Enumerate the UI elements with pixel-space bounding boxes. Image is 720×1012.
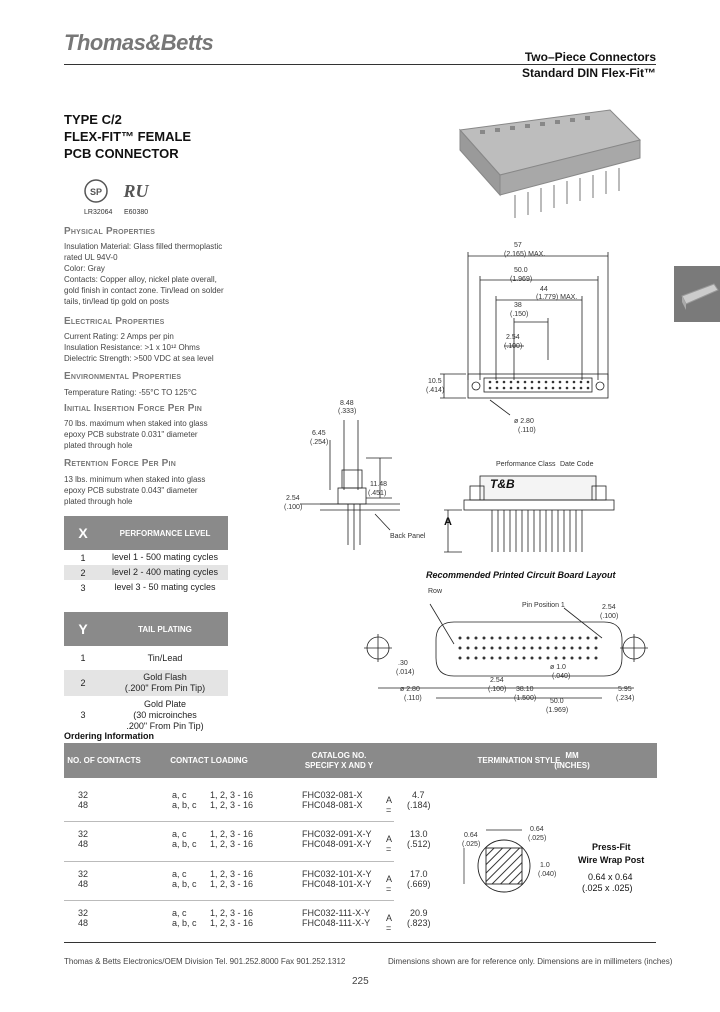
loading-value: a, b, c xyxy=(172,800,197,810)
row-value-line: Gold Flash xyxy=(143,672,187,682)
header-termination: TERMINATION STYLE xyxy=(477,755,561,765)
connector-thumbnail-icon xyxy=(674,266,720,322)
tail-header-label: TAIL PLATING xyxy=(138,624,192,634)
dim-8-48: 8.48 xyxy=(340,400,354,407)
svg-text:SP: SP xyxy=(89,187,103,197)
pcb-dim-2-54-in: (.100) xyxy=(600,613,619,620)
a-value-mm: 4.7 xyxy=(412,790,425,800)
product-photo xyxy=(440,100,650,230)
footer-contact: Thomas & Betts Electronics/OEM Division Tel. 901.252.8000 Fax 901.252.1312 xyxy=(64,957,346,966)
electrical-line: Dielectric Strength: >500 VDC at sea level xyxy=(64,354,214,363)
row-value-line: .200" From Pin Tip) xyxy=(126,720,204,731)
tail-key: Y xyxy=(78,621,88,637)
physical-text xyxy=(64,241,244,307)
a-value-in: (.669) xyxy=(407,879,431,889)
table-row xyxy=(64,550,228,565)
row-value xyxy=(102,699,228,732)
termination-dim-mm: 0.64 x 0.64 xyxy=(588,872,633,882)
row-value-line: Tin/Lead xyxy=(147,652,183,663)
row-value: level 1 - 500 mating cycles xyxy=(111,552,219,562)
a-equals: A = xyxy=(386,795,392,815)
catalog-number: FHC048-091-X-Y xyxy=(302,839,372,849)
header-category: Two–Piece Connectors xyxy=(524,50,656,64)
termination-dim-in: (.025 x .025) xyxy=(582,883,633,893)
footer-disclaimer: Dimensions shown are for reference only. Dimensions are in millimeters (inches) xyxy=(388,957,673,966)
row-separator xyxy=(64,900,394,901)
row-value: level 2 - 400 mating cycles xyxy=(111,567,219,577)
contacts-value: 32 xyxy=(78,908,89,918)
insertion-line: epoxy PCB substrate 0.031" diameter xyxy=(64,430,198,439)
pcb-dim-30-in: (.014) xyxy=(396,669,415,676)
dim-11-48-in: (.451) xyxy=(368,490,387,497)
contacts-value: 48 xyxy=(78,839,89,849)
dim-2-54-in: (.100) xyxy=(504,343,523,350)
ul-cert-number: E60380 xyxy=(124,209,149,216)
row-separator xyxy=(64,821,394,822)
header-catalog-line: SPECIFY X AND Y xyxy=(304,760,374,770)
header-subcategory: Standard DIN Flex-Fit™ xyxy=(521,66,656,80)
environmental-line: Temperature Rating: -55°C TO 125°C xyxy=(64,388,197,397)
loading-value: a, c xyxy=(172,790,187,800)
retention-text xyxy=(64,474,244,507)
page-number: 225 xyxy=(352,976,369,987)
retention-line: plated through hole xyxy=(64,497,133,506)
pcb-dim-2-80-in: (.110) xyxy=(404,695,422,702)
connector-front-view-drawing xyxy=(400,240,660,440)
dim-2-54: 2.54 xyxy=(506,334,520,341)
header-contacts: NO. OF CONTACTS xyxy=(67,755,141,765)
row-key: 3 xyxy=(80,710,86,720)
header-units xyxy=(554,743,590,778)
physical-line: Contacts: Copper alloy, nickel plate overall, xyxy=(64,275,217,284)
ul-logo-icon: RU xyxy=(123,181,149,201)
title-line-3: PCB CONNECTOR xyxy=(64,146,179,161)
row-value-line: (30 microinches xyxy=(133,709,197,720)
header-catalog-line: CATALOG NO. xyxy=(311,750,367,760)
dim-8-48-in: (.333) xyxy=(338,408,357,415)
ordering-row-group xyxy=(64,829,431,855)
contacts-value: 32 xyxy=(78,869,89,879)
pcb-dim-2-54: 2.54 xyxy=(602,604,616,611)
dim-38-in: (.150) xyxy=(510,311,529,318)
post-dim-a: 0.64 xyxy=(464,832,478,839)
retention-line: 13 lbs. minimum when staked into glass xyxy=(64,475,206,484)
contacts-value: 48 xyxy=(78,918,89,928)
electrical-text xyxy=(64,331,244,364)
performance-table-header xyxy=(64,516,228,550)
row-value-line: Gold Plate xyxy=(143,698,187,709)
rows-value: 1, 2, 3 - 16 xyxy=(210,790,254,800)
row-key: 2 xyxy=(80,567,86,578)
insertion-heading: Initial Insertion Force Per Pin xyxy=(64,403,202,414)
physical-heading: Physical Properties xyxy=(64,226,156,237)
termination-name-1: Press-Fit xyxy=(592,842,631,852)
pcb-dim-38-10: 38.10 xyxy=(516,686,534,693)
catalog-number: FHC048-081-X xyxy=(302,800,363,810)
table-row xyxy=(64,580,228,595)
title-line-2: FLEX-FIT™ FEMALE xyxy=(64,129,192,144)
loading-value: a, c xyxy=(172,829,187,839)
dim-2-54-side-in: (.100) xyxy=(284,504,303,511)
performance-key: X xyxy=(78,525,88,541)
electrical-heading: Electrical Properties xyxy=(64,316,165,327)
physical-line: tails, tin/lead tip gold on posts xyxy=(64,297,169,306)
pcb-dim-2-54b: 2.54 xyxy=(490,677,504,684)
dim-6-45: 6.45 xyxy=(312,430,326,437)
performance-level-table xyxy=(64,516,228,595)
dim-10-5-in: (.414) xyxy=(426,387,445,394)
row-value xyxy=(102,653,228,664)
product-title xyxy=(64,111,191,162)
table-row xyxy=(64,565,228,580)
ordering-row-group xyxy=(64,869,431,895)
physical-line: gold finish in contact zone. Tin/lead on solder xyxy=(64,286,224,295)
contacts-value: 32 xyxy=(78,790,89,800)
physical-line: Color: Gray xyxy=(64,264,105,273)
connector-elevation-drawing xyxy=(440,468,620,560)
loading-value: a, c xyxy=(172,869,187,879)
pcb-dim-5-95: 5.95 xyxy=(618,686,632,693)
row-key: 3 xyxy=(80,582,86,593)
physical-line: Insulation Material: Glass filled thermoplastic xyxy=(64,242,223,251)
environmental-text xyxy=(64,387,244,398)
performance-header-label: PERFORMANCE LEVEL xyxy=(119,528,211,538)
rows-value: 1, 2, 3 - 16 xyxy=(210,869,254,879)
title-line-1: TYPE C/2 xyxy=(64,112,122,127)
post-dim-b-in: (.025) xyxy=(528,835,547,842)
rows-value: 1, 2, 3 - 16 xyxy=(210,839,254,849)
retention-line: epoxy PCB substrate 0.043" diameter xyxy=(64,486,198,495)
dim-38: 38 xyxy=(514,302,522,309)
insertion-text xyxy=(64,418,244,451)
post-dim-b: 0.64 xyxy=(530,826,544,833)
row-value-line: (.200" From Pin Tip) xyxy=(124,683,206,693)
brand-mark: T&B xyxy=(490,477,515,491)
dim-44: 44 xyxy=(540,286,548,293)
row-label: Row xyxy=(428,588,443,595)
header-catalog xyxy=(289,743,389,778)
dim-44-in: (1.779) MAX. xyxy=(536,294,578,301)
row-key: 1 xyxy=(80,653,86,663)
csa-cert-number: LR32064 xyxy=(84,209,113,216)
rows-value: 1, 2, 3 - 16 xyxy=(210,800,254,810)
rows-value: 1, 2, 3 - 16 xyxy=(210,918,254,928)
header-units-mm: MM xyxy=(565,750,579,760)
pcb-dim-38-10-in: (1.500) xyxy=(514,695,537,702)
section-side-tab xyxy=(674,266,720,322)
dim-11-48: 11.48 xyxy=(370,481,387,488)
pcb-dim-1-0-in: (.040) xyxy=(552,673,571,680)
header-units-in: (INCHES) xyxy=(554,760,590,770)
tail-table-header xyxy=(64,612,228,646)
pcb-dim-50-in: (1.969) xyxy=(546,707,569,714)
dim-50-in: (1.969) xyxy=(510,276,533,283)
pcb-hole-pattern xyxy=(459,637,598,660)
catalog-number: FHC032-101-X-Y xyxy=(302,869,372,879)
post-dim-a-in: (.025) xyxy=(462,841,481,848)
a-value-in: (.184) xyxy=(407,800,431,810)
footer-rule xyxy=(64,942,656,943)
tail-plating-table xyxy=(64,612,228,734)
loading-value: a, b, c xyxy=(172,879,197,889)
pcb-dim-50: 50.0 xyxy=(550,698,564,705)
catalog-number: FHC048-101-X-Y xyxy=(302,879,372,889)
dim-50: 50.0 xyxy=(514,267,528,274)
loading-value: a, b, c xyxy=(172,839,197,849)
environmental-heading: Environmental Properties xyxy=(64,371,182,382)
a-equals: A = xyxy=(386,834,392,854)
dim-2-80-in: (.110) xyxy=(518,427,536,434)
dim-57: 57 xyxy=(514,242,522,249)
table-row xyxy=(64,646,228,670)
row-key: 1 xyxy=(80,552,86,563)
catalog-number: FHC032-091-X-Y xyxy=(302,829,372,839)
a-value-mm: 13.0 xyxy=(410,829,428,839)
a-equals: A = xyxy=(386,913,392,933)
insertion-line: 70 lbs. maximum when staked into glass xyxy=(64,419,208,428)
ordering-title: Ordering Information xyxy=(64,731,154,741)
table-row xyxy=(64,670,228,696)
pin-position-label: Pin Position 1 xyxy=(522,602,565,609)
loading-value: a, c xyxy=(172,908,187,918)
pcb-layout-caption: Recommended Printed Circuit Board Layout xyxy=(426,570,616,580)
dim-10-5: 10.5 xyxy=(428,378,442,385)
ordering-row-group xyxy=(64,908,431,934)
catalog-number: FHC032-081-X xyxy=(302,790,363,800)
rows-value: 1, 2, 3 - 16 xyxy=(210,908,254,918)
row-value: level 3 - 50 mating cycles xyxy=(114,582,216,592)
a-value-in: (.823) xyxy=(407,918,431,928)
pcb-dim-2-80: ø 2.80 xyxy=(400,686,420,693)
row-key: 2 xyxy=(80,678,86,688)
contacts-value: 32 xyxy=(78,829,89,839)
physical-line: rated UL 94V-0 xyxy=(64,253,118,262)
pcb-dim-2-54b-in: (.100) xyxy=(488,686,507,693)
electrical-line: Current Rating: 2 Amps per pin xyxy=(64,332,174,341)
contacts-value: 48 xyxy=(78,800,89,810)
a-equals: A = xyxy=(386,874,392,894)
catalog-number: FHC032-111-X-Y xyxy=(302,908,371,918)
rows-value: 1, 2, 3 - 16 xyxy=(210,829,254,839)
dim-6-45-in: (.254) xyxy=(310,439,329,446)
pcb-dim-1-0: ø 1.0 xyxy=(550,664,566,671)
loading-value: a, b, c xyxy=(172,918,197,928)
a-value-mm: 20.9 xyxy=(410,908,428,918)
pcb-dim-30: .30 xyxy=(398,660,408,667)
termination-name-2: Wire Wrap Post xyxy=(578,855,645,865)
catalog-number: FHC048-111-X-Y xyxy=(302,918,371,928)
row-separator xyxy=(64,861,394,862)
electrical-line: Insulation Resistance: >1 x 10¹² Ohms xyxy=(64,343,200,352)
company-logo: Thomas&Betts xyxy=(64,30,214,55)
date-code-label: Date Code xyxy=(560,461,594,468)
dim-2-80: ø 2.80 xyxy=(514,418,534,425)
dim-2-54-side: 2.54 xyxy=(286,495,300,502)
pcb-dim-5-95-in: (.234) xyxy=(616,695,635,702)
a-value-mm: 17.0 xyxy=(410,869,428,879)
performance-class-label: Performance Class xyxy=(496,461,556,468)
ordering-table-header xyxy=(64,743,657,778)
dimension-a-label: A xyxy=(444,516,452,528)
rows-value: 1, 2, 3 - 16 xyxy=(210,879,254,889)
ordering-row-group xyxy=(64,790,431,816)
dim-57-in: (2.165) MAX. xyxy=(504,251,546,258)
header-rule xyxy=(64,64,656,65)
post-dim-c-in: (.040) xyxy=(538,871,557,878)
back-panel-label: Back Panel xyxy=(390,533,426,540)
retention-heading: Retention Force Per Pin xyxy=(64,458,176,469)
certification-logos xyxy=(84,178,164,208)
insertion-line: plated through hole xyxy=(64,441,133,450)
header-loading: CONTACT LOADING xyxy=(170,755,248,765)
post-dim-c: 1.0 xyxy=(540,862,550,869)
row-value xyxy=(102,672,228,694)
a-value-in: (.512) xyxy=(407,839,431,849)
table-row xyxy=(64,696,228,734)
contacts-value: 48 xyxy=(78,879,89,889)
